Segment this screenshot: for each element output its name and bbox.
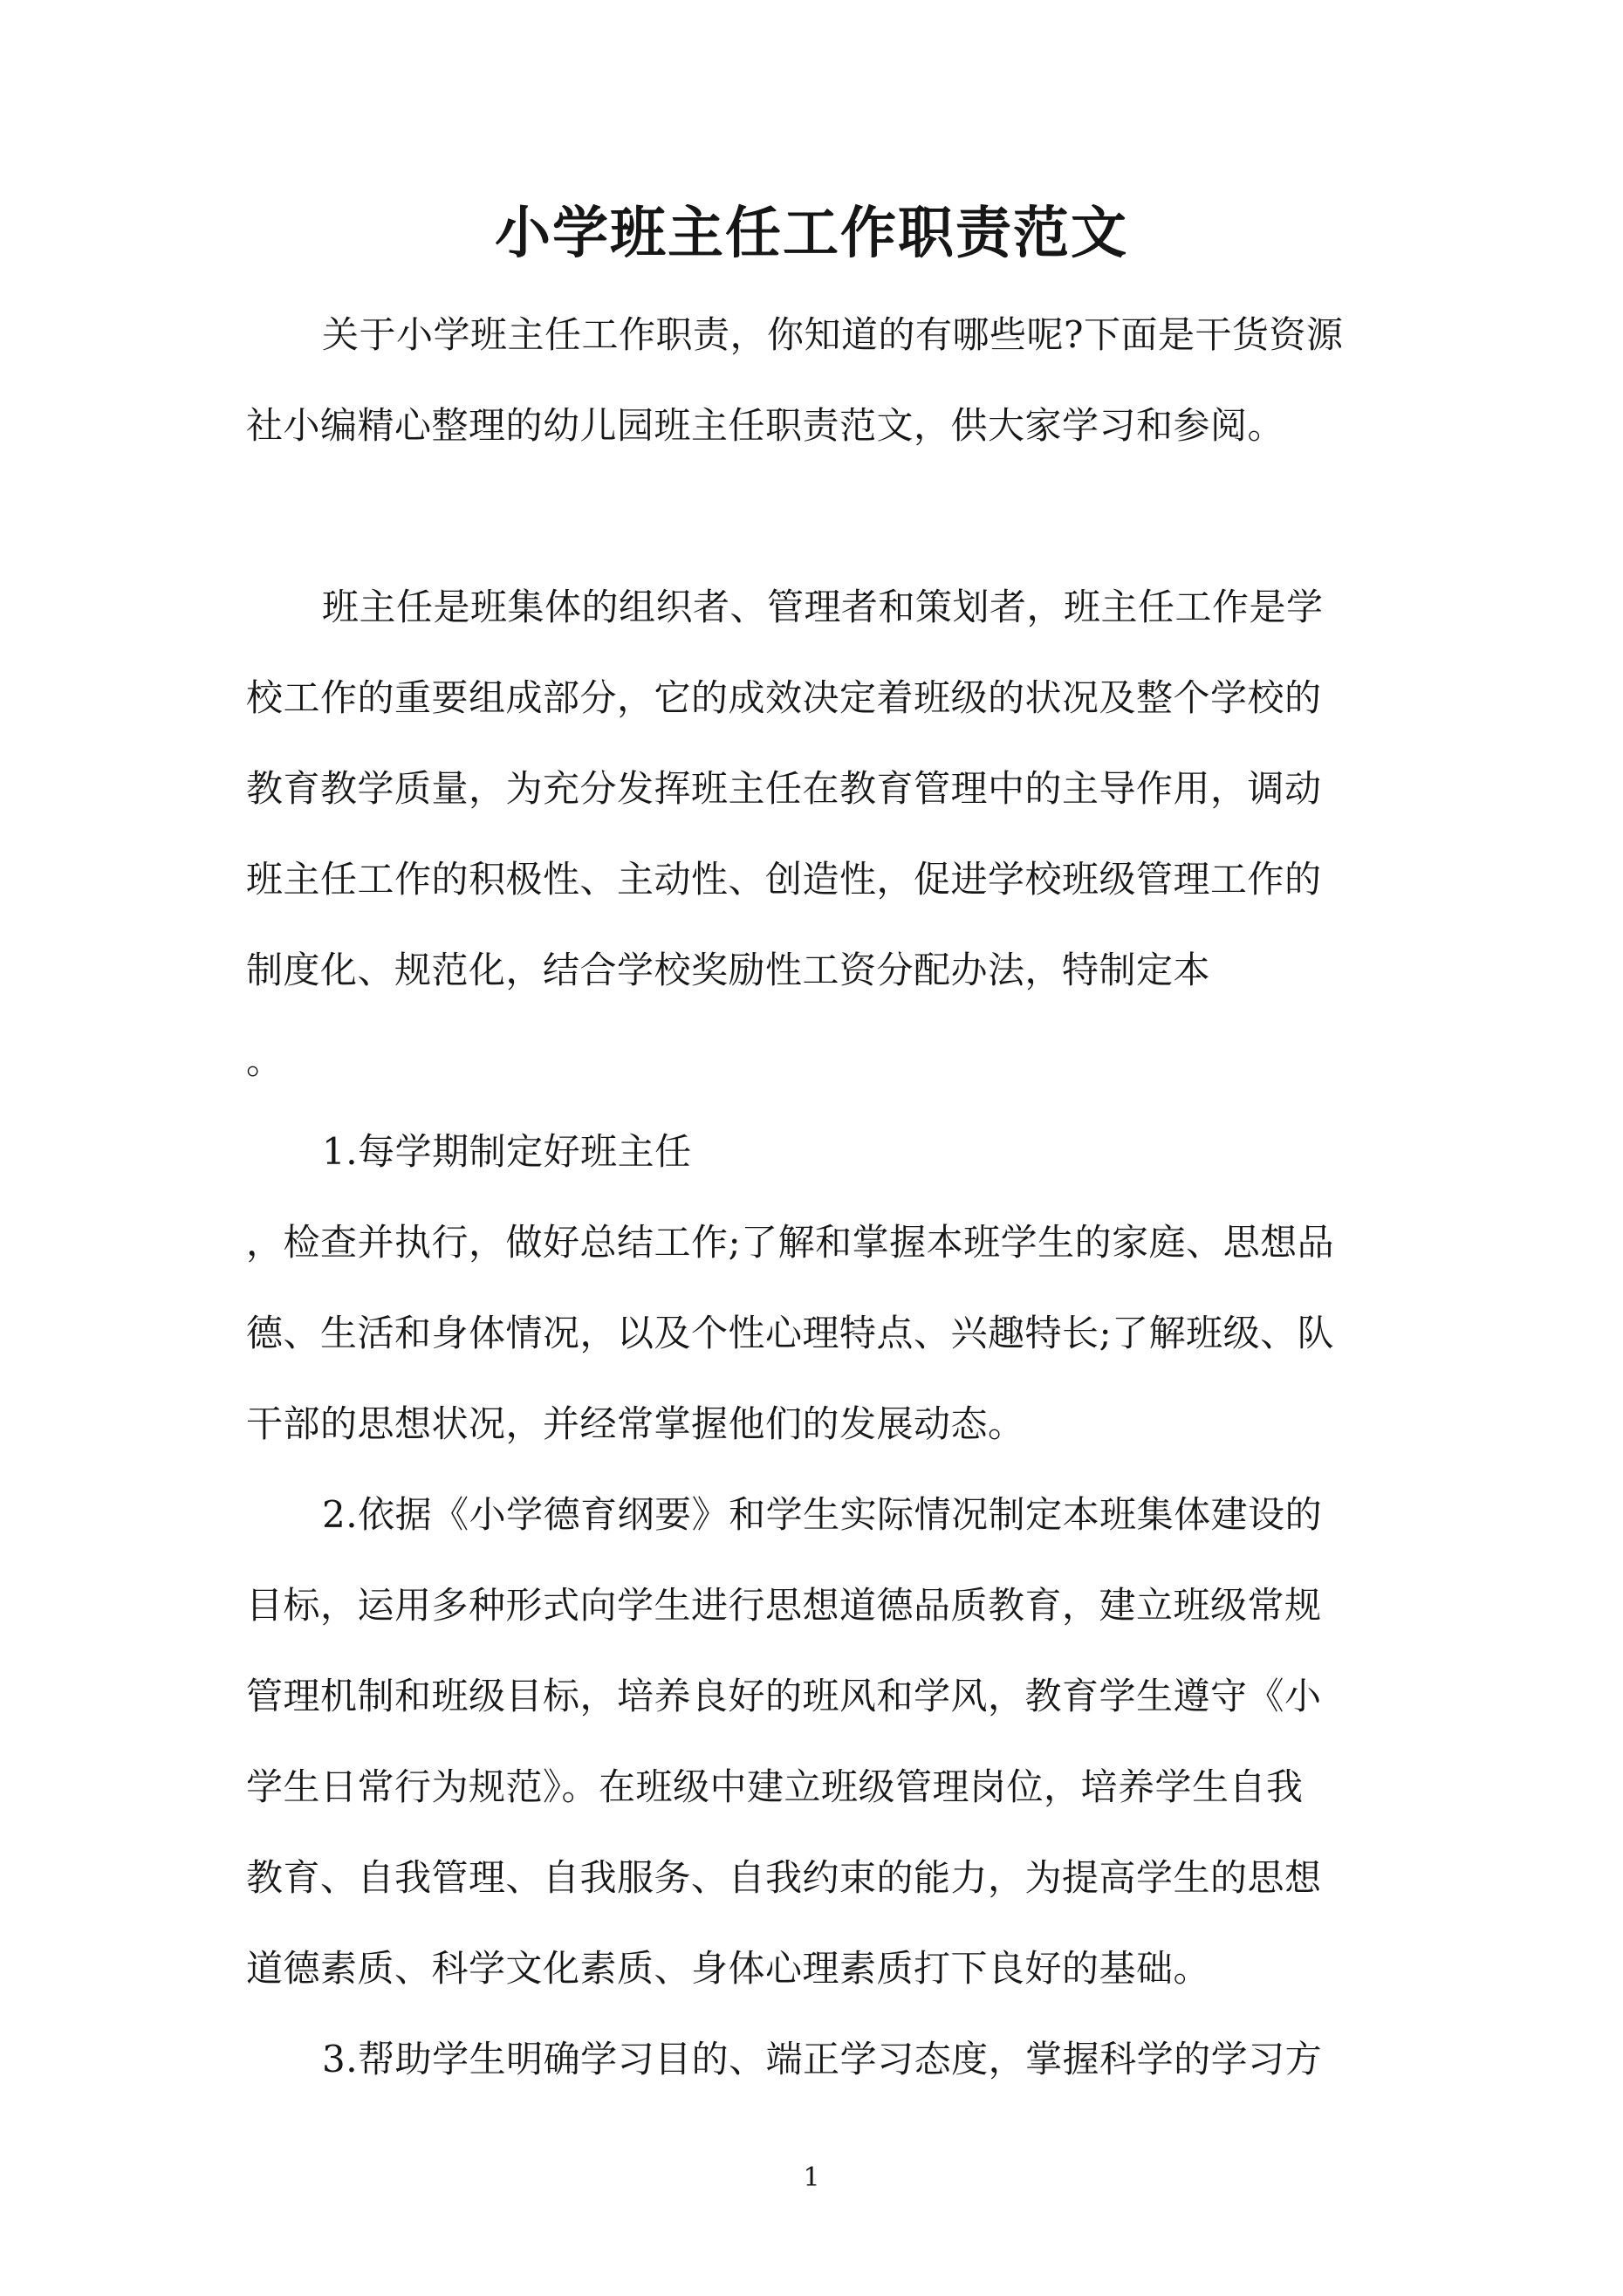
text-line: 干部的思想状况，并经常掌握他们的发展动态。 [246, 1402, 1025, 1445]
text-line: 德、生活和身体情况，以及个性心理特点、兴趣特长;了解班级、队 [246, 1312, 1335, 1354]
document-body [246, 290, 1385, 2105]
text-line: 教育、自我管理、自我服务、自我约束的能力，为提高学生的思想 [246, 1856, 1322, 1899]
text-line: 目标，运用多种形式向学生进行思想道德品质教育，建立班级常规 [246, 1584, 1322, 1627]
text-line: 道德素质、科学文化素质、身体心理素质打下良好的基础。 [246, 1947, 1211, 1990]
document-title: 小学班主任工作职责范文 [495, 201, 1128, 266]
text-line: 教育教学质量，为充分发挥班主任在教育管理中的主导作用，调动 [246, 767, 1322, 810]
text-line: 校工作的重要组成部分，它的成效决定着班级的状况及整个学校的 [246, 676, 1322, 719]
text-line: 学生日常行为规范》。在班级中建立班级管理岗位，培养学生自我 [246, 1765, 1304, 1808]
text-line: 1.每学期制定好班主任 [322, 1130, 692, 1173]
text-line: 班主任工作的积极性、主动性、创造性，促进学校班级管理工作的 [246, 858, 1322, 901]
text-line: 社小编精心整理的幼儿园班主任职责范文，供大家学习和参阅。 [246, 404, 1285, 447]
text-line: 2.依据《小学德育纲要》和学生实际情况制定本班集体建设的 [322, 1493, 1323, 1536]
text-line: ，检查并执行，做好总结工作;了解和掌握本班学生的家庭、思想品 [246, 1221, 1335, 1264]
page-number: 1 [803, 2162, 820, 2193]
blank-line [246, 471, 1385, 562]
text-line: 管理机制和班级目标，培养良好的班风和学风，教育学生遵守《小 [246, 1675, 1322, 1717]
text-line: 。 [246, 1039, 284, 1082]
text-line: 3.帮助学生明确学习目的、端正学习态度，掌握科学的学习方 [322, 2038, 1323, 2080]
text-line: 班主任是班集体的组织者、管理者和策划者，班主任工作是学 [322, 586, 1324, 628]
text-line: 关于小学班主任工作职责，你知道的有哪些呢?下面是干货资源 [322, 313, 1344, 356]
text-line: 制度化、规范化，结合学校奖励性工资分配办法，特制定本 [246, 949, 1211, 991]
